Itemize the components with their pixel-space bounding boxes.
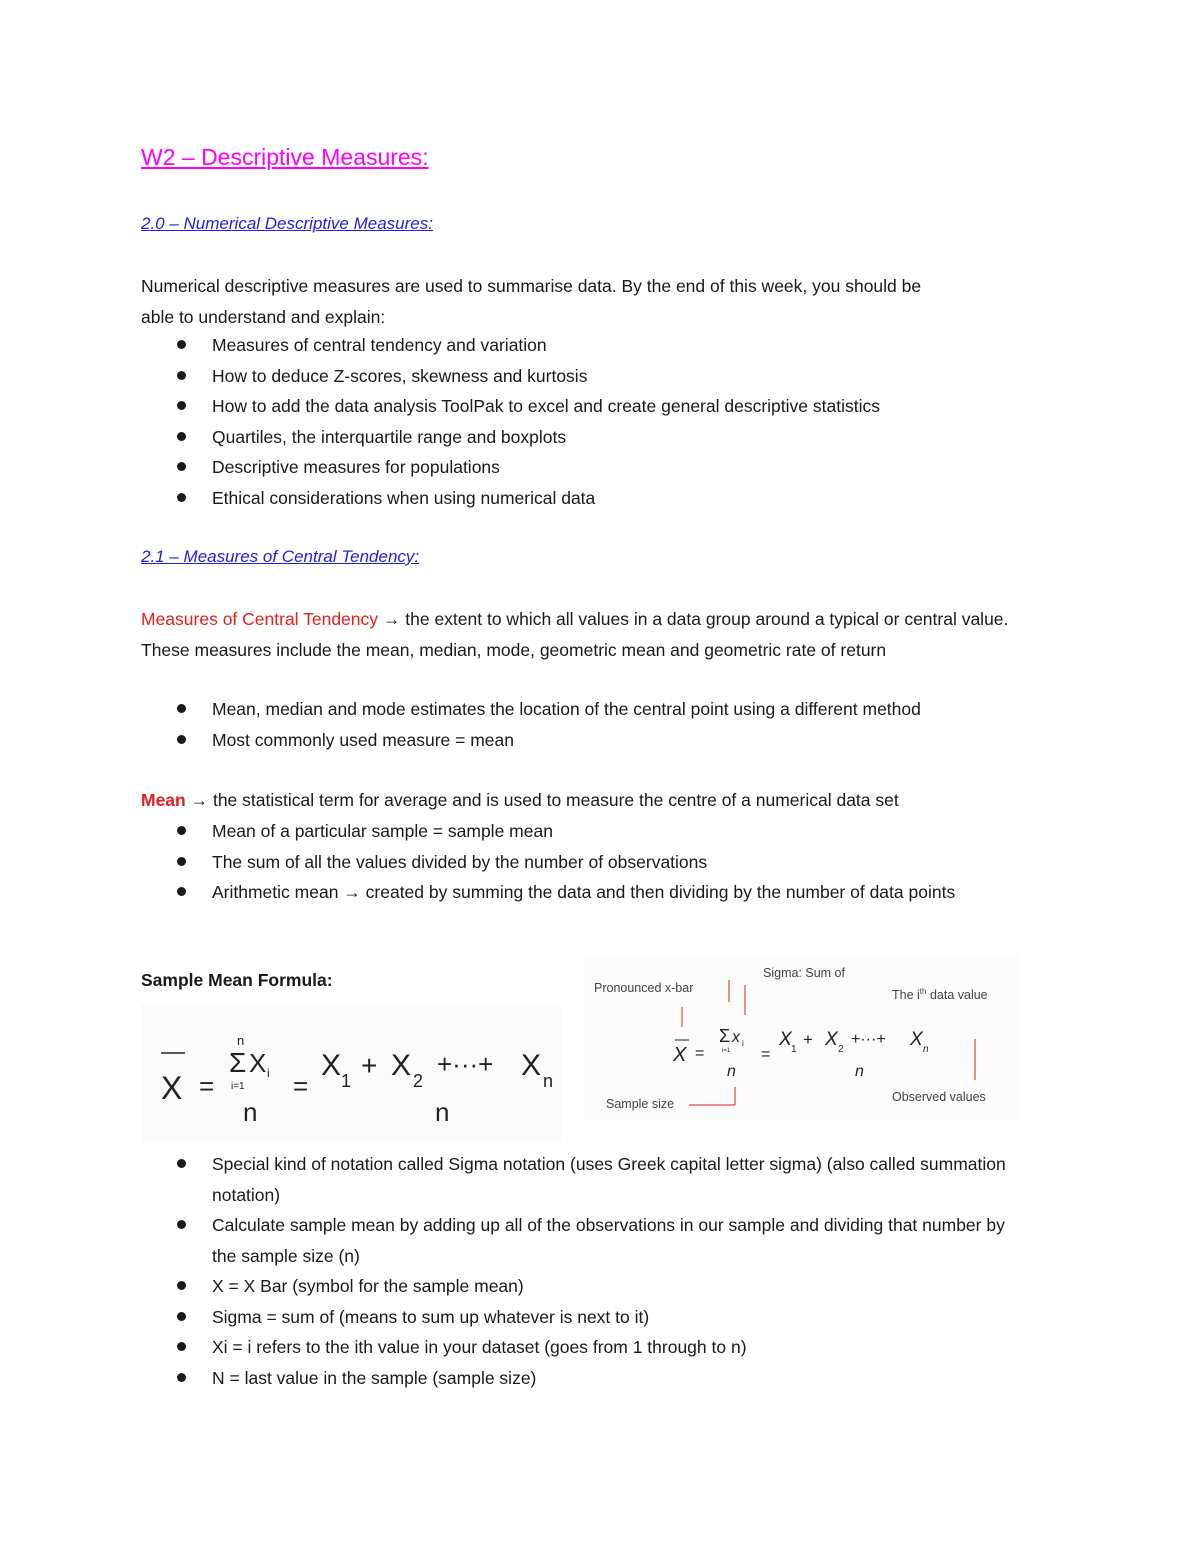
- bullet-icon: [177, 887, 186, 896]
- bullet-icon: [177, 735, 186, 744]
- x1-subscript: 1: [791, 1044, 797, 1055]
- list-item-text: Most commonly used measure = mean: [212, 729, 515, 750]
- denominator-n-1: n: [243, 1097, 258, 1127]
- list-item: [141, 694, 1012, 725]
- sigma-icon: Σ: [719, 1026, 731, 1046]
- list-item: [141, 1210, 1012, 1271]
- xbar-symbol: X: [673, 1044, 687, 1066]
- list-item-text: Mean, median and mode estimates the location of the central point using a different method: [212, 699, 921, 719]
- list-item: [141, 725, 1012, 756]
- list-item: [141, 877, 1002, 908]
- list-item-text: How to add the data analysis ToolPak to excel and create general descriptive statistics: [212, 396, 880, 416]
- sample-mean-formula-large: [141, 1005, 561, 1143]
- section-heading-2-0: 2.0 – Numerical Descriptive Measures:: [141, 214, 433, 233]
- bullet-icon: [177, 1373, 186, 1382]
- xn-subscript: n: [543, 1071, 554, 1091]
- x1-symbol: X: [321, 1049, 342, 1082]
- section-heading-2-1: 2.1 – Measures of Central Tendency:: [141, 547, 420, 566]
- x1-subscript: 1: [341, 1071, 352, 1091]
- xn-subscript: n: [923, 1044, 929, 1055]
- equals-sign-2: =: [761, 1046, 771, 1063]
- list-item: [141, 1302, 1012, 1333]
- sigma-icon: Σ: [229, 1047, 247, 1078]
- bullet-icon: [177, 1281, 186, 1290]
- intro-line-1: Numerical descriptive measures are used to summarise data. By the end of this week, you should be: [141, 276, 922, 296]
- list-item-text: The sum of all the values divided by the number of observations: [212, 851, 708, 872]
- list-item-text: Measures of central tendency and variation: [212, 335, 547, 355]
- list-item-text: Special kind of notation called Sigma notation (uses Greek capital letter sigma) (also called summation notation): [212, 1154, 1006, 1205]
- mean-list: [141, 816, 1061, 908]
- denominator-n-2: n: [855, 1063, 864, 1080]
- bullet-icon: [177, 432, 186, 441]
- list-item: [141, 361, 1012, 392]
- list-item-text: Sigma = sum of (means to sum up whatever is next to it): [212, 1306, 650, 1327]
- bullet-icon: [177, 462, 186, 471]
- ellipsis-plus: +···+: [851, 1031, 886, 1048]
- bullet-icon: [177, 826, 186, 835]
- mct-list: [141, 694, 1061, 755]
- xn-symbol: X: [910, 1029, 923, 1050]
- x2-subscript: 2: [413, 1071, 424, 1091]
- bullet-icon: [177, 401, 186, 410]
- sigma-lower-limit: i=1: [722, 1048, 731, 1054]
- list-item-text: Mean of a particular sample = sample mean: [212, 821, 553, 841]
- label-sample-size: Sample size: [606, 1097, 675, 1111]
- list-item: [141, 1149, 1012, 1210]
- list-item-text: X = X Bar (symbol for the sample mean): [212, 1276, 524, 1296]
- page-title: W2 – Descriptive Measures:: [141, 144, 429, 170]
- list-item: [141, 422, 1012, 453]
- intro-line-2: able to understand and explain:: [141, 306, 386, 327]
- list-item: [141, 391, 1012, 422]
- mean-definition-text: → the statistical term for average and is used to measure the centre of a numerical data set: [185, 790, 899, 810]
- objectives-list: [141, 330, 1061, 513]
- list-item-text: Calculate sample mean by adding up all of the observations in our sample and dividing that number by the sample size (n): [212, 1215, 1005, 1266]
- bullet-icon: [177, 857, 186, 866]
- list-item-text: Arithmetic mean → created by summing the data and then dividing by the number of data points: [212, 882, 956, 902]
- list-item: [141, 452, 1012, 483]
- sigma-upper-limit: n: [237, 1033, 245, 1048]
- plus-sign: +: [361, 1050, 378, 1081]
- label-ith-suffix: data value: [926, 988, 988, 1002]
- bullet-icon: [177, 1220, 186, 1229]
- xi-symbol: x: [732, 1029, 740, 1046]
- denominator-n-2: n: [435, 1097, 450, 1127]
- mean-term: Mean: [141, 790, 186, 810]
- mct-definition-text: → the extent to which all values in a data group around a typical or central value. These measures include the mean, median, mode, geometric mean and geometric rate of return: [141, 609, 1009, 660]
- label-ith-data-value: [892, 987, 988, 1002]
- list-item: [141, 847, 1012, 878]
- bullet-icon: [177, 1312, 186, 1321]
- list-item: [141, 330, 1012, 361]
- plus-sign: +: [803, 1030, 813, 1049]
- mean-definition: [141, 785, 1061, 816]
- list-item-text: How to deduce Z-scores, skewness and kurtosis: [212, 365, 588, 386]
- xi-symbol: X: [249, 1048, 267, 1078]
- list-item-text: Xi = i refers to the ith value in your dataset (goes from 1 through to n): [212, 1337, 747, 1357]
- list-item-text: Ethical considerations when using numerical data: [212, 487, 596, 508]
- label-ith-sup: th: [919, 987, 927, 996]
- sigma-notation-list: [141, 1149, 1061, 1393]
- bullet-icon: [177, 371, 186, 380]
- x2-symbol: X: [391, 1049, 412, 1082]
- equals-sign: =: [695, 1045, 705, 1062]
- bullet-icon: [177, 1342, 186, 1351]
- label-observed-values: Observed values: [892, 1090, 986, 1104]
- formula-large-svg: [141, 1005, 561, 1143]
- label-sigma-sum-of: Sigma: Sum of: [763, 966, 845, 980]
- denominator-n-1: n: [727, 1063, 736, 1080]
- label-ith-prefix: The i: [892, 988, 920, 1002]
- intro-paragraph: [141, 271, 1061, 332]
- mct-term: Measures of Central Tendency: [141, 609, 379, 629]
- list-item-text: Descriptive measures for populations: [212, 457, 500, 477]
- x2-symbol: X: [825, 1029, 838, 1050]
- bullet-icon: [177, 493, 186, 502]
- label-pronounced-xbar: Pronounced x-bar: [594, 981, 694, 995]
- sigma-lower-limit: i=1: [231, 1081, 245, 1092]
- x1-symbol: X: [779, 1029, 792, 1050]
- formula-annotated-svg: [585, 955, 1020, 1120]
- list-item-text: N = last value in the sample (sample size): [212, 1367, 537, 1388]
- formula-label: Sample Mean Formula:: [141, 970, 333, 990]
- equals-sign-2: =: [293, 1071, 309, 1101]
- mct-definition: [141, 604, 1051, 665]
- list-item: [141, 1332, 1012, 1363]
- xn-symbol: X: [521, 1049, 542, 1082]
- x2-subscript: 2: [838, 1044, 844, 1055]
- list-item: [141, 1363, 1012, 1394]
- xi-subscript: i: [267, 1066, 270, 1080]
- sample-mean-formula-annotated: [585, 955, 1020, 1120]
- xi-subscript: i: [742, 1039, 744, 1048]
- list-item-text: Quartiles, the interquartile range and boxplots: [212, 426, 567, 447]
- bullet-icon: [177, 340, 186, 349]
- ellipsis-plus: +···+: [437, 1049, 494, 1079]
- list-item: [141, 816, 1012, 847]
- xbar-symbol: X: [161, 1070, 183, 1106]
- list-item: [141, 483, 1012, 514]
- bullet-icon: [177, 704, 186, 713]
- bullet-icon: [177, 1159, 186, 1168]
- equals-sign: =: [199, 1071, 215, 1101]
- list-item: [141, 1271, 1012, 1302]
